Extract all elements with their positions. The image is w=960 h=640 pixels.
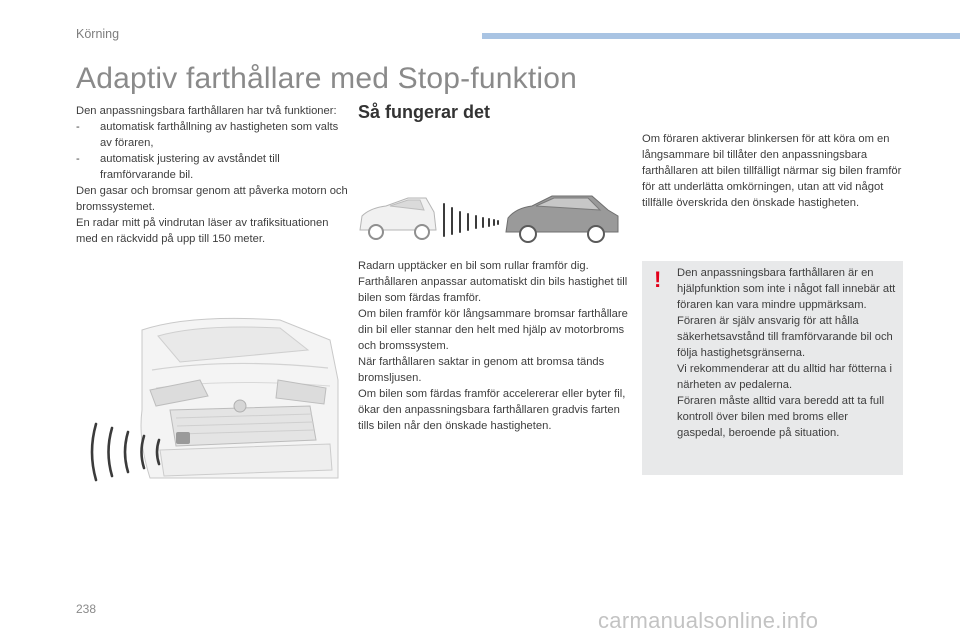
- how-paragraph: Om bilen framför kör långsammare bromsar farthållare din bil eller stannar den helt med hjälp av motorbroms och bromssystem.: [358, 308, 628, 352]
- watermark: carmanualsonline.info: [598, 608, 819, 633]
- how-paragraph: Farthållaren anpassar automatiskt din bils hastighet till bilen som färdas framför.: [358, 276, 628, 304]
- how-it-works-column: [358, 258, 630, 434]
- intro-paragraph: En radar mitt på vindrutan läser av trafiksituationen med en räckvidd på upp till 150 meter.: [76, 217, 329, 245]
- section-heading: Så fungerar det: [358, 102, 491, 122]
- intro-bullet: - automatisk justering av avståndet till framförvarande bil.: [76, 153, 280, 181]
- how-paragraph: Radarn upptäcker en bil som rullar framför dig.: [358, 260, 589, 272]
- car-following-illustration: [356, 190, 622, 246]
- warning-exclamation-icon: !: [654, 267, 662, 292]
- intro-column: [76, 103, 348, 247]
- warning-box: [642, 261, 903, 475]
- intro-lead: Den anpassningsbara farthållaren har två funktioner:: [76, 105, 337, 117]
- header-bar: [482, 33, 960, 39]
- overtake-paragraph: [642, 131, 904, 211]
- warning-paragraph: Föraren måste alltid vara beredd att ta full kontroll över bilen med broms eller gaspedal, beroende på situation.: [677, 395, 885, 439]
- radar-waves-icon: [86, 420, 180, 484]
- intro-paragraph: Den gasar och bromsar genom att påverka motorn och bromssystemet.: [76, 185, 348, 213]
- intro-bullet: - automatisk farthållning av hastigheten som valts av föraren,: [76, 121, 339, 149]
- warning-text: [677, 265, 899, 441]
- how-paragraph: Om bilen som färdas framför accelererar eller byter fil, ökar den anpassningsbara farthållaren gradvis farten tills bilen når den önskade hastigheten.: [358, 388, 626, 432]
- how-paragraph: När farthållaren saktar in genom att bromsa tänds bromsljusen.: [358, 356, 605, 384]
- page-number: 238: [76, 602, 97, 616]
- overtake-text: Om föraren aktiverar blinkersen för att köra om en långsammare bil tillåter den anpassningsbara farthållaren att bilen tillfälligt närmar sig bilen framför för att underlätta omkörningen, utan att vid något tillfälle överskrida den önskade hastigheten.: [642, 133, 902, 209]
- warning-paragraph: Vi rekommenderar att du alltid har fötterna i närheten av pedalerna.: [677, 363, 892, 391]
- warning-paragraph: Den anpassningsbara farthållaren är en hjälpfunktion som inte i något fall innebär att föraren kan vara mindre uppmärksam. Föraren är själv ansvarig för att hålla säkerhetsavstånd till framförvarande bil och följa hastighetsgränserna.: [677, 267, 896, 359]
- section-label: Körning: [76, 27, 120, 41]
- page-title: Adaptiv farthållare med Stop-funktion: [76, 62, 578, 95]
